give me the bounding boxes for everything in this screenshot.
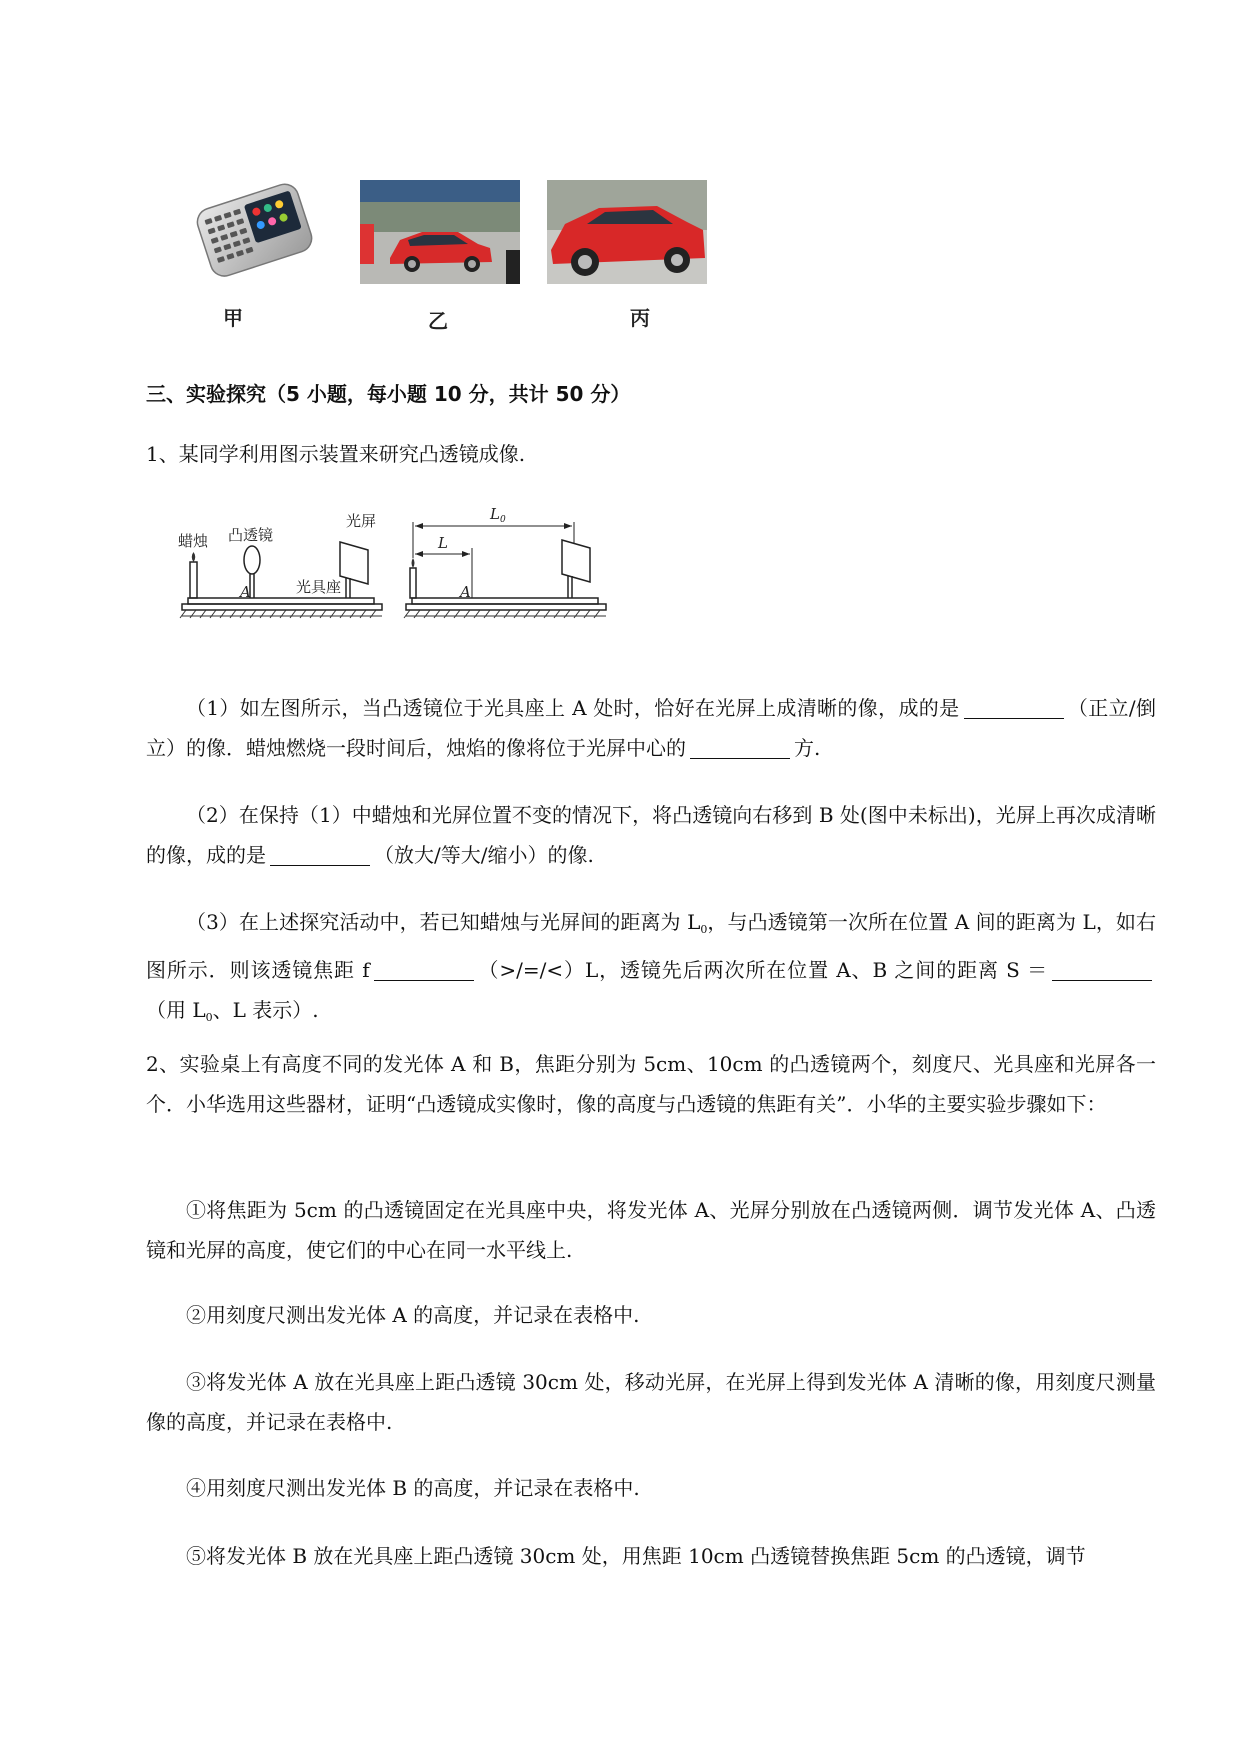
question-2-stem-text: 2、实验桌上有高度不同的发光体 A 和 B，焦距分别为 5cm、10cm 的凸透镜两个，刻度尺、光具座和光屏各一个．小华选用这些器材，证明“凸透镜成实像时，像的高度与凸透镜的焦距有关”．小华的主要实验步骤如下： (146, 1052, 1156, 1116)
q1-p1-text-b: （正立/倒立）的像．蜡烛燃烧一段时间后，烛焰的像将位于光屏中心的 (146, 696, 1156, 760)
q1-p3-text-b: ，与凸透镜第一次所在位置 A 间的距离为 L，如右图所示．则该透镜焦距 f (146, 910, 1156, 982)
question-2-step-3 (146, 1362, 1156, 1442)
answer-blank-1[interactable] (964, 696, 1064, 719)
section-heading: 三、实验探究（5 小题，每小题 10 分，共计 50 分） (146, 382, 631, 406)
answer-blank-2[interactable] (690, 736, 790, 759)
q2-step-5-text: ⑤将发光体 B 放在光具座上距凸透镜 30cm 处，用焦距 10cm 凸透镜替换焦距 5cm 的凸透镜，调节 (186, 1544, 1086, 1568)
question-1-part-3 (146, 902, 1156, 1038)
label-candle: 蜡烛 (178, 532, 209, 550)
label-lens: 凸透镜 (228, 526, 274, 544)
q1-p3-text-c: （>/=/<）L，透镜先后两次所在位置 A、B 之间的距离 S ＝ (477, 958, 1048, 982)
label-l0-main: L (490, 505, 500, 523)
left-diagram (178, 512, 382, 618)
q1-p1-text-a: （1）如左图所示，当凸透镜位于光具座上 A 处时，恰好在光屏上成清晰的像，成的是 (186, 696, 960, 720)
lens-experiment-diagram (170, 500, 610, 630)
car-photo-distant (360, 180, 520, 284)
answer-blank-4[interactable] (374, 958, 474, 981)
label-point-a: A (240, 583, 251, 601)
q2-step-4-text: ④用刻度尺测出发光体 B 的高度，并记录在表格中. (186, 1476, 640, 1500)
question-1-part-1 (146, 688, 1156, 768)
question-2-step-2 (146, 1295, 1156, 1335)
car-photo-close (547, 180, 707, 284)
phone-photo (190, 175, 320, 285)
image-caption-jia: 甲 (223, 306, 243, 330)
q1-p3-sub-0: 0 (700, 923, 708, 936)
image-caption-yi: 乙 (428, 309, 448, 333)
q2-step-3-text: ③将发光体 A 放在光具座上距凸透镜 30cm 处，移动光屏，在光屏上得到发光体 A 清晰的像，用刻度尺测量像的高度，并记录在表格中. (146, 1370, 1156, 1434)
answer-blank-5[interactable] (1052, 958, 1152, 981)
q1-p1-text-c: 方. (794, 736, 821, 760)
label-screen: 光屏 (346, 512, 377, 530)
label-bench: 光具座 (296, 578, 342, 596)
question-1-stem (146, 434, 1156, 474)
label-l: L (438, 534, 448, 552)
q1-p3-text-d: （用 L (146, 998, 206, 1022)
right-diagram (404, 505, 606, 618)
question-1-part-2 (146, 795, 1156, 875)
image-caption-bing: 丙 (630, 306, 650, 330)
label-l0-sub: 0 (499, 515, 506, 525)
question-2-step-1 (146, 1190, 1156, 1270)
q1-p2-text-b: （放大/等大/缩小）的像. (374, 843, 594, 867)
q1-p2-text-a: （2）在保持（1）中蜡烛和光屏位置不变的情况下，将凸透镜向右移到 B 处(图中未标出)，光屏上再次成清晰的像，成的是 (146, 803, 1156, 867)
q1-p3-text-e: 、L 表示）. (212, 998, 319, 1022)
question-2-stem (146, 1044, 1156, 1124)
q1-p3-sub-1: 0 (205, 1011, 213, 1024)
q1-p3-text-a: （3）在上述探究活动中，若已知蜡烛与光屏间的距离为 L (186, 910, 701, 934)
label-point-a-right: A (460, 583, 471, 601)
question-2-step-5 (146, 1536, 1156, 1576)
q2-step-2-text: ②用刻度尺测出发光体 A 的高度，并记录在表格中. (186, 1303, 640, 1327)
label-l0 (489, 505, 506, 525)
question-1-stem-text: 1、某同学利用图示装置来研究凸透镜成像. (146, 442, 526, 466)
question-2-step-4 (146, 1468, 1156, 1508)
answer-blank-3[interactable] (270, 843, 370, 866)
q2-step-1-text: ①将焦距为 5cm 的凸透镜固定在光具座中央，将发光体 A、光屏分别放在凸透镜两侧．调节发光体 A、凸透镜和光屏的高度，使它们的中心在同一水平线上. (146, 1198, 1156, 1262)
